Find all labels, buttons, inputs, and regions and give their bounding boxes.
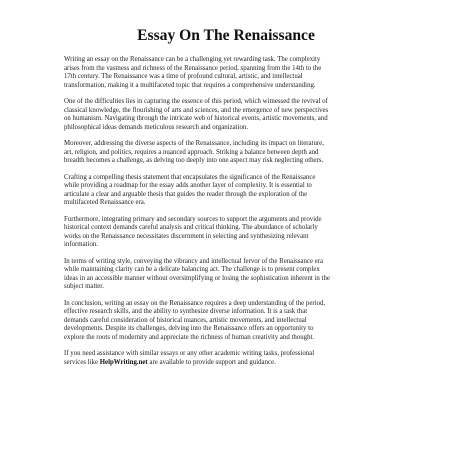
paragraph-6 bbox=[64, 258, 395, 292]
text-line: breadth becomes a challenge, as delving too deeply into one aspect may risk neglecting others. bbox=[64, 157, 324, 164]
text-line: classical knowledge, the flourishing of arts and sciences, and the emergence of new perspectives bbox=[64, 106, 329, 114]
closing-suffix: are available to provide support and guidance. bbox=[147, 358, 276, 366]
paragraph-1 bbox=[64, 56, 395, 90]
essay-body bbox=[64, 56, 395, 367]
text-line: effective research skills, and the ability to synthesize diverse information. It is a task that bbox=[64, 308, 308, 315]
text-line: subject matter. bbox=[64, 283, 104, 290]
text-line: demands careful consideration of historical nuances, artistic movements, and intellectual bbox=[64, 316, 307, 324]
text-line: arises from the vastness and richness of the Renaissance period, spanning from the 14th to the bbox=[64, 64, 322, 72]
text-line: developments. Despite its challenges, delving into the Renaissance offers an opportunity to bbox=[64, 325, 314, 332]
text-line: while maintaining clarity can be a delicate balancing act. The challenge is to present complex bbox=[64, 266, 320, 273]
text-line: works on the Renaissance necessitates discernment in selecting and synthesizing relevant bbox=[64, 232, 309, 240]
text-line: Crafting a compelling thesis statement that encapsulates the significance of the Renaissance bbox=[64, 173, 316, 181]
paragraph-7 bbox=[64, 300, 395, 343]
helpwriting-link[interactable]: HelpWriting.net bbox=[99, 358, 148, 366]
text-line: articulate a clear and arguable thesis that guides the reader through the exploration of the bbox=[64, 190, 308, 198]
text-line: philosophical ideas demands meticulous research and organization. bbox=[64, 123, 249, 131]
paragraph-4 bbox=[64, 174, 395, 208]
text-line: 17th century. The Renaissance was a time of profound cultural, artistic, and intellectual bbox=[64, 73, 303, 80]
text-line bbox=[64, 359, 395, 368]
text-line: ideas in an accessible manner without oversimplifying or losing the sophistication inherent in the bbox=[64, 274, 330, 282]
paragraph-3 bbox=[64, 140, 395, 166]
text-line: Writing an essay on the Renaissance can be a challenging yet rewarding task. The complexity bbox=[64, 56, 321, 63]
text-line: multifaceted Renaissance era. bbox=[64, 199, 146, 206]
text-line: Furthermore, integrating primary and secondary sources to support the arguments and provide bbox=[64, 215, 322, 223]
text-line: In conclusion, writing an essay on the Renaissance requires a deep understanding of the period, bbox=[64, 299, 326, 307]
essay-title: Essay On The Renaissance bbox=[137, 27, 315, 44]
paragraph-5 bbox=[64, 216, 395, 250]
paragraph-2 bbox=[64, 98, 395, 132]
text-line: If you need assistance with similar essays or any other academic writing tasks, professional bbox=[64, 350, 315, 357]
text-line: One of the difficulties lies in capturing the essence of this period, which witnessed the revival of bbox=[64, 98, 328, 105]
closing-prefix: services like bbox=[64, 358, 100, 366]
text-line: while providing a roadmap for the essay adds another layer of complexity. It is essential to bbox=[64, 182, 312, 189]
closing-paragraph bbox=[64, 350, 395, 367]
text-line: historical context demands careful analysis and critical thinking. The abundance of scholarly bbox=[64, 224, 318, 231]
text-line: on humanism. Navigating through the intricate web of historical events, artistic movements, and bbox=[64, 115, 328, 122]
text-line: In terms of writing style, conveying the vibrancy and intellectual fervor of the Renaissance era bbox=[64, 257, 324, 265]
text-line: information. bbox=[64, 241, 99, 248]
text-line: Moreover, addressing the diverse aspects of the Renaissance, including its impact on literature, bbox=[64, 140, 324, 147]
text-line: transformation, making it a multifaceted topic that requires a comprehensive understanding. bbox=[64, 81, 316, 89]
text-line: explore the roots of modernity and appreciate the richness of human creativity and thought. bbox=[64, 333, 315, 341]
text-line: art, religion, and politics, requires a nuanced approach. Striking a balance between depth and bbox=[64, 148, 319, 156]
